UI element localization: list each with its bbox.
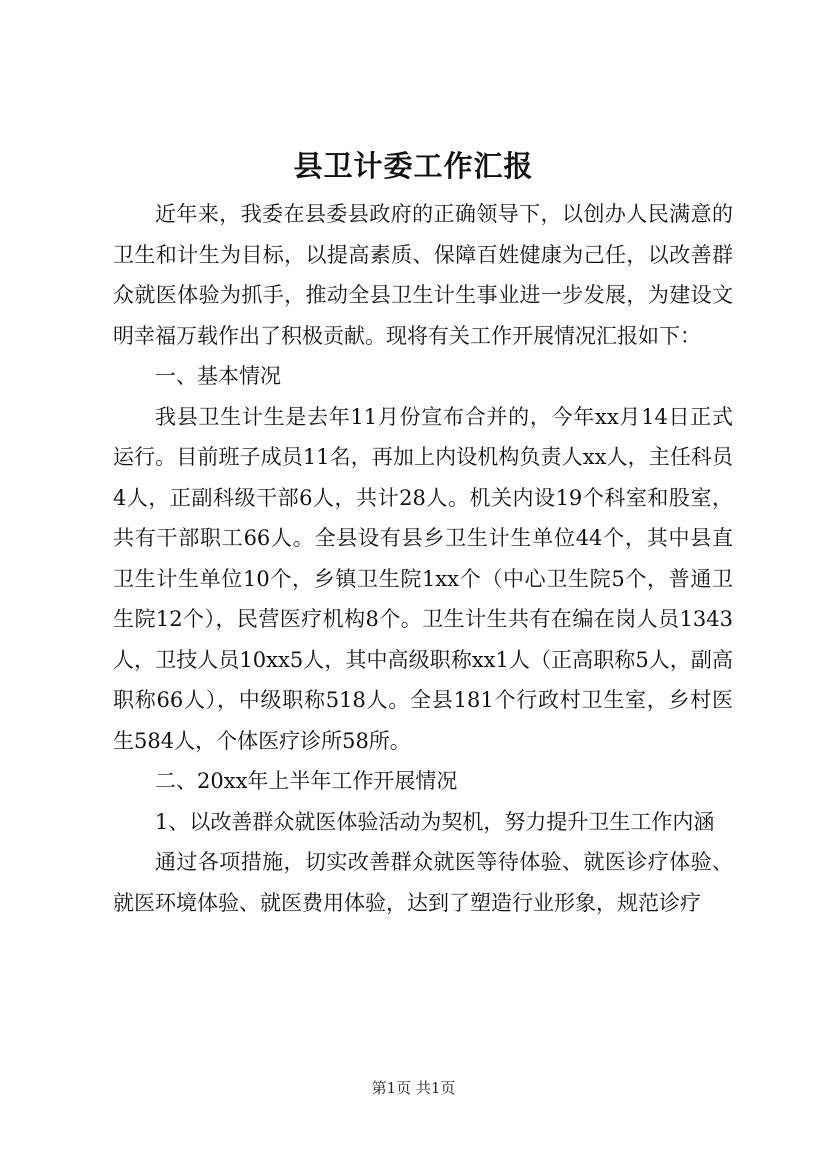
section-heading-work-progress: 二、20xx年上半年工作开展情况 — [155, 769, 458, 793]
section-heading-basic-info: 一、基本情况 — [155, 364, 281, 388]
paragraph-measures: 通过各项措施，切实改善群众就医等待体验、就医诊疗体验、就医环境体验、就医费用体验，达到了塑造行业形象，规范诊疗 — [113, 850, 733, 915]
paragraph-basic-info: 我县卫生计生是去年11月份宣布合并的，今年xx月14日正式运行。目前班子成员11名，再加上内设机构负责人xx人，主任科员4人，正副科级干部6人，共计28人。机关内设19个科室和股室，共有干部职工66人。全县设有县乡卫生计生单位44个，其中县直卫生计生单位10个，乡镇卫生院1xx个（中心卫生院5个，普通卫生院12个），民营医疗机构8个。卫生计生共有在编在岗人员1343人，卫技人员10xx5人，其中高级职称xx1人（正高职称5人，副高职称66人），中级职称518人。全县181个行政村卫生室，乡村医生584人，个体医疗诊所58所。 — [113, 404, 733, 753]
document-body — [113, 194, 733, 923]
paragraph-intro: 近年来，我委在县委县政府的正确领导下，以创办人民满意的卫生和计生为目标，以提高素质、保障百姓健康为己任，以改善群众就医体验为抓手，推动全县卫生计生事业进一步发展，为建设文明幸福万载作出了积极贡献。现将有关工作开展情况汇报如下： — [113, 202, 733, 348]
document-title: 县卫计委工作汇报 — [293, 149, 534, 183]
page-number-footer: 第1页 共1页 — [371, 1079, 456, 1097]
subsection-heading-1: 1、以改善群众就医体验活动为契机，努力提升卫生工作内涵 — [155, 809, 715, 834]
